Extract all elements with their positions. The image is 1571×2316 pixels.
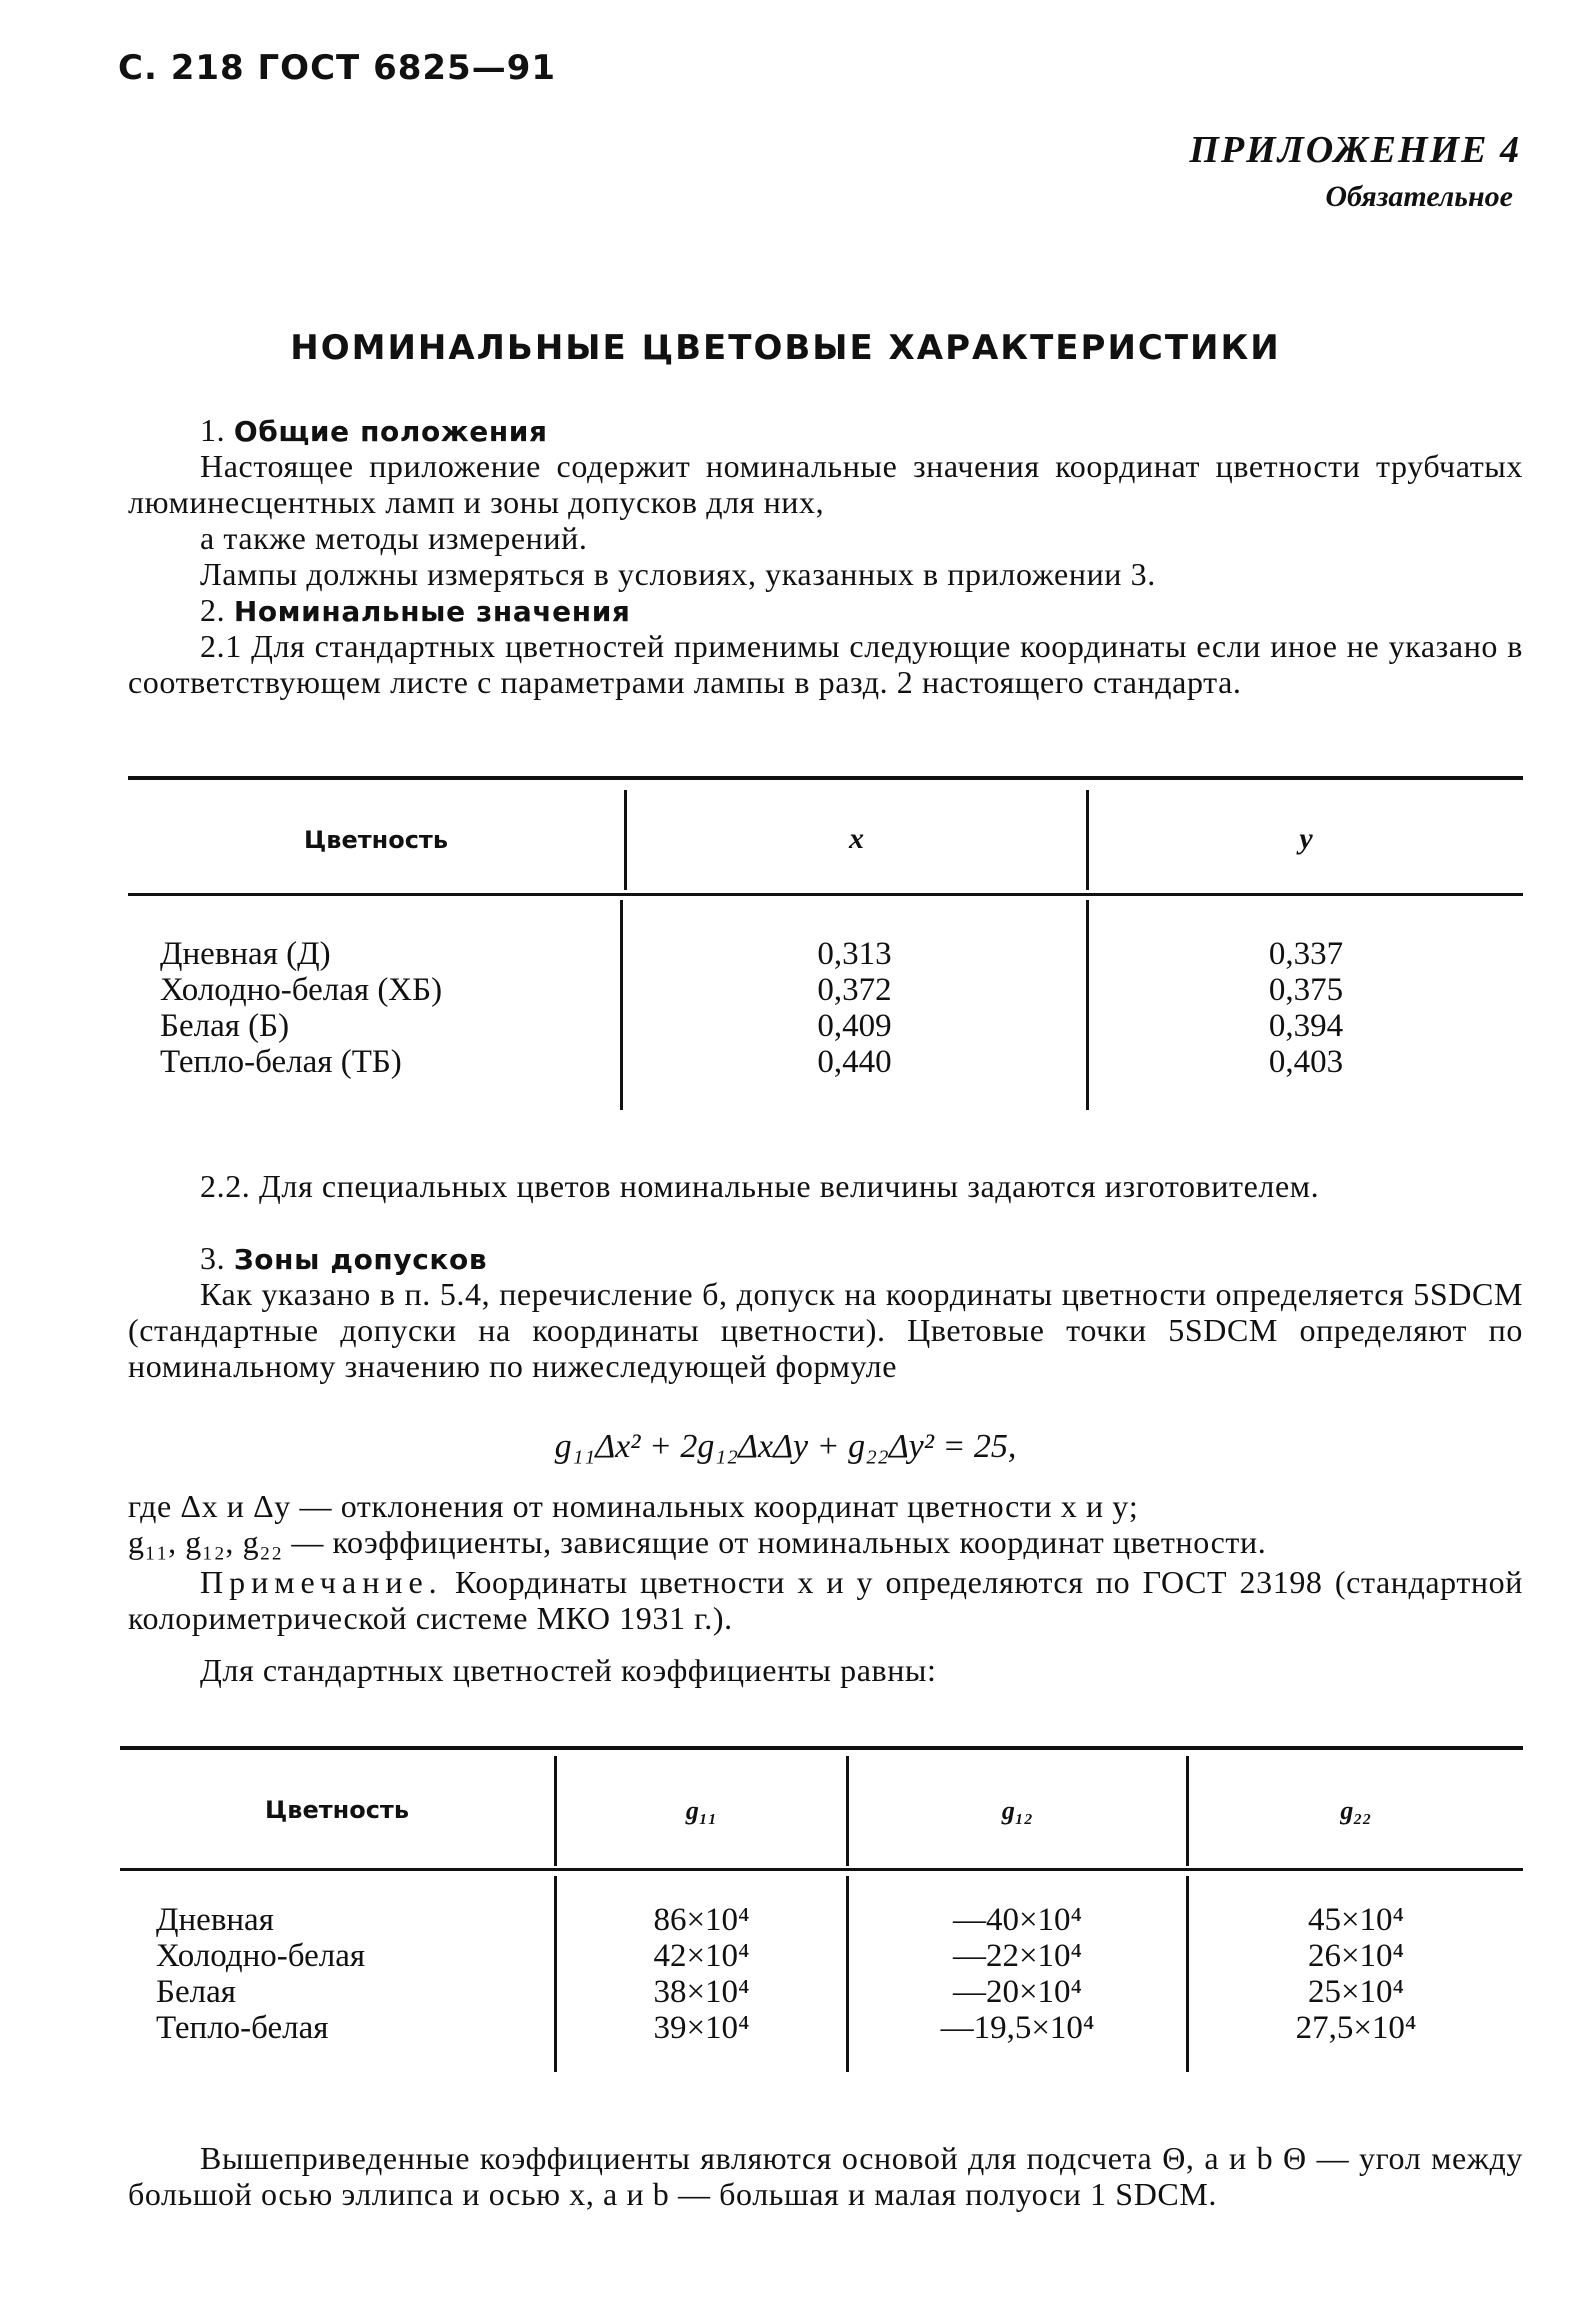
table-1-top-rule [128,776,1523,780]
section-2-1-paragraph: 2.1 Для стандартных цветностей применимы следующие координаты если иное не указано в соответствующем листе с параметрами лампы в разд. 2 настоящего стандарта. [128,628,1523,700]
table-cell: —20×10⁴ [952,1974,1083,2010]
table-cell: 0,337 [1268,936,1344,972]
section-1-title: Общие положения [233,415,548,448]
note-paragraph [128,1564,1523,1636]
table-1-x-column [623,936,1086,1080]
table-row: Дневная (Д) [160,936,331,972]
table-cell: 86×10⁴ [653,1902,750,1938]
section-3-paragraph: Как указано в п. 5.4, перечисление б, допуск на координаты цветности определяется 5SDCM (стандартные допуски на координаты цветности). Цветовые точки 5SDCM определяют по номинальному значению по нижеследующей формуле [128,1276,1523,1384]
section-1-heading [200,412,548,450]
table-2-header-g12: g₁₂ [1001,1796,1034,1825]
table-row: Тепло-белая (ТБ) [160,1044,402,1080]
table-row: Холодно-белая [156,1938,366,1974]
table-2-g11-column [557,1902,846,2046]
page-reference: С. 218 ГОСТ 6825—91 [118,48,557,88]
section-1-lamps-paragraph: Лампы должны измеряться в условиях, указанных в приложении 3. [200,556,1156,592]
table-2-header-rule [120,1868,1523,1871]
table-2-top-rule [120,1746,1523,1750]
table-1-header-y: y [1299,822,1313,855]
section-2-2-paragraph: 2.2. Для специальных цветов номинальные величины задаются изготовителем. [200,1168,1320,1204]
table-2-g22-column [1189,1902,1523,2046]
table-cell: —19,5×10⁴ [940,2010,1095,2046]
table-2-chromaticity-column [156,1902,365,2046]
section-3-number: 3. [200,1240,226,1276]
table-row: Дневная [156,1902,274,1938]
table-cell: 38×10⁴ [653,1974,750,2010]
table-cell: 0,440 [817,1044,892,1080]
section-2-heading [200,592,631,630]
table-row: Белая [156,1974,236,2010]
table-cell: 0,313 [817,936,892,972]
section-2-number: 2. [200,592,226,628]
table-cell: —40×10⁴ [952,1902,1083,1938]
table-row: Белая (Б) [160,1008,290,1044]
section-1-number: 1. [200,412,226,448]
table-cell: 25×10⁴ [1307,1974,1405,2010]
table-2-header-g22: g₂₂ [1340,1796,1372,1825]
table-cell: 0,403 [1268,1044,1344,1080]
table-2-header-g11: g₁₁ [685,1796,718,1825]
table-row: Тепло-белая [156,2010,329,2046]
closing-paragraph: Вышеприведенные коэффициенты являются основой для подсчета Θ, a и b Θ — угол между большой осью эллипса и осью x, a и b — большая и малая полуоси 1 SDCM. [128,2140,1523,2212]
note-text: Координаты цветности x и y определяются по ГОСТ 23198 (стандартной колориметрической системе МКО 1931 г.). [128,1564,1523,1636]
section-2-title: Номинальные значения [233,595,631,628]
table-2-header-chromaticity: Цветность [264,1796,410,1824]
table-1-y-column [1089,936,1523,1080]
table-cell: 0,409 [817,1008,892,1044]
formula-explanation-coefficients: g₁₁, g₁₂, g₂₂ — коэффициенты, зависящие от номинальных координат цветности. [128,1524,1267,1560]
table-row: Холодно-белая (ХБ) [160,972,443,1008]
formula-explanation-deltas: где Δx и Δy — отклонения от номинальных координат цветности x и y; [128,1488,1139,1524]
note-label: Примечание. [200,1564,443,1600]
table-cell: 0,372 [817,972,892,1008]
table-cell: 27,5×10⁴ [1295,2010,1417,2046]
table-cell: —22×10⁴ [952,1938,1083,1974]
table-cell: 26×10⁴ [1307,1938,1405,1974]
table-cell: 0,394 [1268,1008,1344,1044]
table-cell: 39×10⁴ [653,2010,750,2046]
section-3-title: Зоны допусков [233,1243,488,1276]
section-1-paragraph: Настоящее приложение содержит номинальные значения координат цветности трубчатых люминесцентных ламп и зоны допусков для них, [128,448,1523,520]
table-cell: 45×10⁴ [1307,1902,1405,1938]
appendix-number: ПРИЛОЖЕНИЕ 4 [1189,129,1521,171]
table-cell: 0,375 [1268,972,1344,1008]
section-1-paragraph-cont: а также методы измерений. [200,520,588,556]
appendix-status: Обязательное [1325,180,1513,213]
coefficients-intro: Для стандартных цветностей коэффициенты равны: [200,1652,937,1688]
table-1-header-x: x [849,822,864,855]
document-title: НОМИНАЛЬНЫЕ ЦВЕТОВЫЕ ХАРАКТЕРИСТИКИ [290,328,1281,368]
section-3-heading [200,1240,487,1278]
table-1-header-rule [128,893,1523,896]
table-2-g12-column [849,1902,1186,2046]
table-1-header-chromaticity: Цветность [303,826,449,854]
table-cell: 42×10⁴ [653,1938,750,1974]
table-1-chromaticity-column [160,936,442,1080]
tolerance-formula: g₁₁Δx² + 2g₁₂ΔxΔy + g₂₂Δy² = 25, [554,1428,1017,1465]
